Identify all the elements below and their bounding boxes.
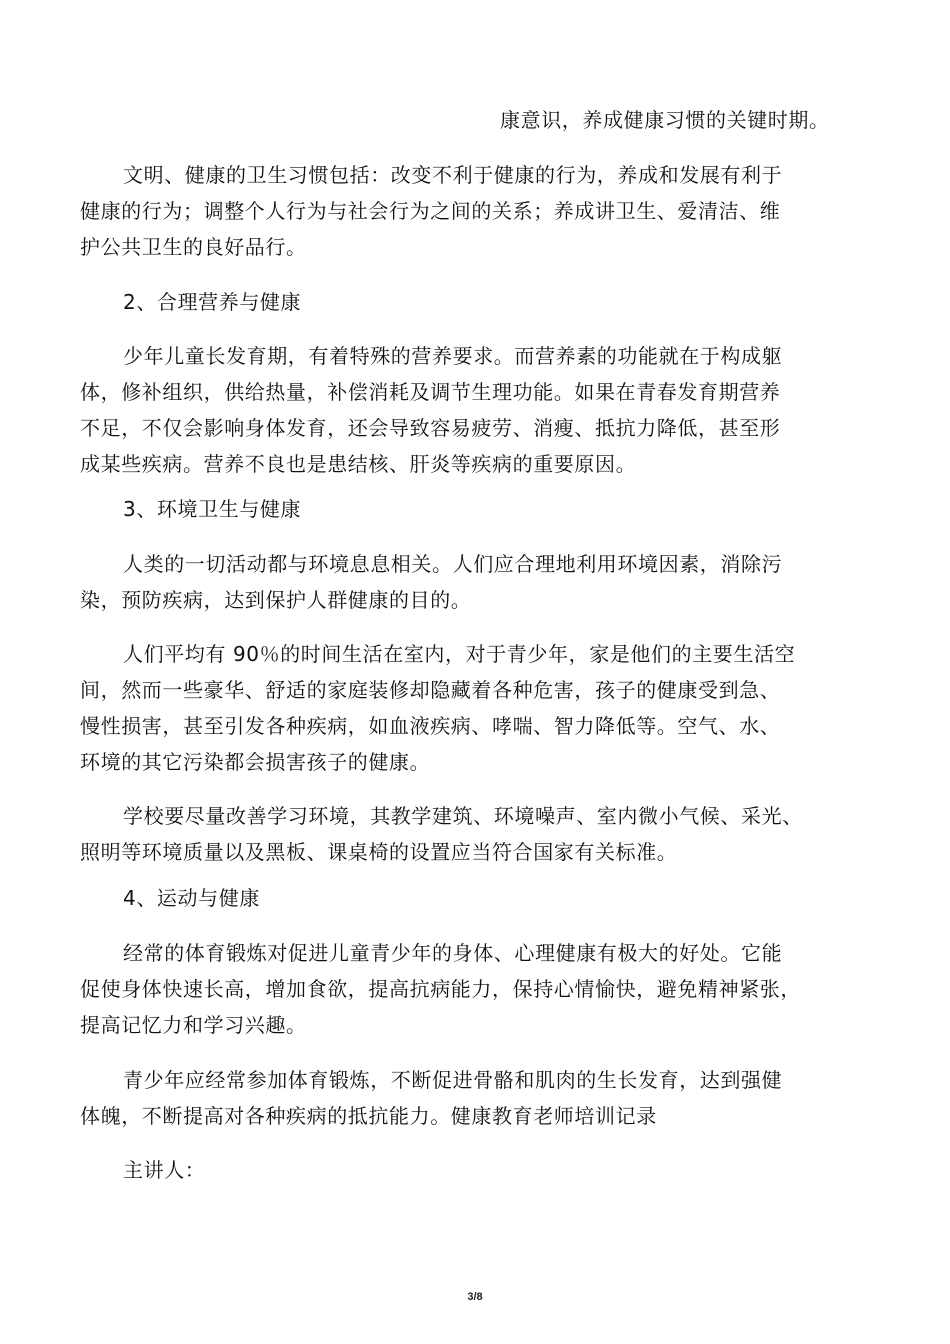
section-heading: 4、运动与健康: [123, 886, 260, 910]
text-line: 护公共卫生的良好品行。: [80, 235, 307, 259]
section-heading: 3、环境卫生与健康: [123, 497, 302, 521]
lecturer-label: 主讲人：: [123, 1158, 206, 1182]
text-line: 照明等环境质量以及黑板、课桌椅的设置应当符合国家有关标准。: [80, 840, 678, 864]
text-line: 青少年应经常参加体育锻炼，不断促进骨骼和肌肉的生长发育，达到强健: [123, 1068, 783, 1092]
text-line: 人类的一切活动都与环境息息相关。人们应合理地利用环境因素，消除污: [123, 552, 783, 576]
text-line: 慢性损害，甚至引发各种疾病，如血液疾病、哮喘、智力降低等。空气、水、: [80, 714, 781, 738]
text-line: 成某些疾病。营养不良也是患结核、肝炎等疾病的重要原因。: [80, 452, 637, 476]
text-line: 促使身体快速长高，增加食欲，提高抗病能力，保持心情愉快，避免精神紧张，: [80, 977, 801, 1001]
text-line: 不足，不仅会影响身体发育，还会导致容易疲劳、消瘦、抵抗力降低，甚至形: [80, 416, 781, 440]
text-line: 染，预防疾病，达到保护人群健康的目的。: [80, 588, 472, 612]
text-line: 提高记忆力和学习兴趣。: [80, 1013, 307, 1037]
text-line: 环境的其它污染都会损害孩子的健康。: [80, 750, 431, 774]
page-number: 3/8: [467, 1291, 483, 1303]
text-line: 体魄，不断提高对各种疾病的抵抗能力。健康教育老师培训记录: [80, 1104, 657, 1128]
text-line: 学校要尽量改善学习环境，其教学建筑、环境噪声、室内微小气候、采光、: [123, 804, 803, 828]
text-line: 人们平均有 90％的时间生活在室内，对于青少年，家是他们的主要生活空: [123, 642, 796, 666]
text-line: 间，然而一些豪华、舒适的家庭装修却隐藏着各种危害，孩子的健康受到急、: [80, 678, 781, 702]
text-line: 少年儿童长发育期，有着特殊的营养要求。而营养素的功能就在于构成躯: [123, 344, 783, 368]
text-line: 体，修补组织，供给热量，补偿消耗及调节生理功能。如果在青春发育期营养: [80, 380, 781, 404]
text-line: 经常的体育锻炼对促进儿童青少年的身体、心理健康有极大的好处。它能: [123, 941, 783, 965]
section-heading: 2、合理营养与健康: [123, 290, 302, 314]
text-line: 康意识，养成健康习惯的关键时期。: [500, 108, 830, 132]
text-line: 健康的行为；调整个人行为与社会行为之间的关系；养成讲卫生、爱清洁、维: [80, 199, 781, 223]
text-line: 文明、健康的卫生习惯包括：改变不利于健康的行为，养成和发展有利于: [123, 163, 783, 187]
